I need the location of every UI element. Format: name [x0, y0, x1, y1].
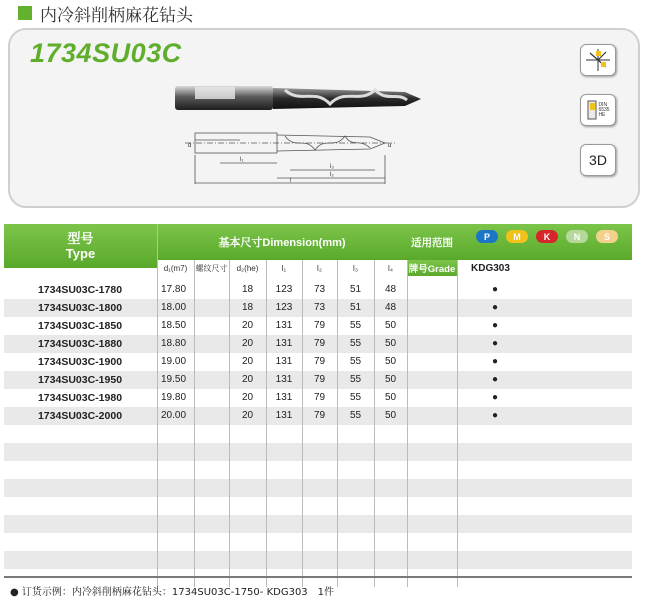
l4-cell: 50 — [384, 392, 397, 403]
l4-cell: 50 — [384, 320, 397, 331]
l2-cell: 79 — [313, 374, 326, 385]
drawing-label-l1: l₁ — [240, 157, 244, 163]
type-cell: 1734SU03C-1800 — [37, 302, 123, 314]
table-row — [4, 551, 632, 569]
table-row — [4, 497, 632, 515]
point-angle-icon — [580, 44, 616, 76]
grid-line — [374, 260, 375, 587]
thread-cell — [194, 317, 229, 335]
type-cell: 1734SU03C-1880 — [37, 338, 123, 350]
l1-cell: 131 — [275, 410, 293, 421]
column-header-1: 螺纹尺寸 — [195, 263, 228, 273]
din-6535-he-icon — [580, 94, 616, 126]
type-subheader-gap — [4, 268, 157, 276]
l3-cell: 55 — [349, 320, 362, 331]
grade-mark: ● — [492, 320, 499, 331]
thread-cell — [194, 335, 229, 353]
grade-mark: ● — [492, 392, 499, 403]
type-header-label: 型号 — [67, 231, 94, 246]
drawing-label-l3: l₃ — [330, 164, 334, 170]
l4-cell: 48 — [384, 284, 397, 295]
type-header-label-en: Type — [65, 246, 96, 261]
type-header — [4, 224, 157, 268]
l1-cell: 131 — [275, 374, 293, 385]
drawing-label-l2: l₂ — [330, 172, 334, 178]
d1-cell: 19.00 — [161, 356, 187, 367]
grade-mark: ● — [492, 338, 499, 349]
section-header — [18, 2, 193, 24]
grid-line — [302, 260, 303, 587]
l3-cell: 55 — [349, 374, 362, 385]
type-cell: 1734SU03C-1900 — [37, 356, 123, 368]
drawing-label-l: l — [290, 178, 292, 184]
grid-line — [157, 224, 158, 587]
l2-cell: 79 — [313, 410, 326, 421]
table-row — [4, 479, 632, 497]
column-header-5: l₃ — [352, 263, 359, 273]
d2-cell: 20 — [241, 392, 254, 403]
header-marker — [18, 6, 32, 20]
column-header-2: d₂(he) — [236, 263, 259, 273]
type-cell: 1734SU03C-1980 — [37, 392, 123, 404]
drawing-label-d2: d — [188, 143, 192, 149]
thread-cell — [194, 353, 229, 371]
l1-cell: 131 — [275, 338, 293, 349]
l2-cell: 79 — [313, 320, 326, 331]
d2-cell: 18 — [241, 284, 254, 295]
table-row — [4, 353, 632, 371]
grade-mark: ● — [492, 302, 499, 313]
type-cell: 1734SU03C-1780 — [37, 284, 123, 296]
material-chip-s: S — [596, 230, 618, 243]
drill-technical-drawing — [180, 128, 430, 186]
grade-header: 牌号Grade — [407, 260, 457, 276]
type-cell: 1734SU03C-2000 — [37, 410, 123, 422]
material-chip-m: M — [506, 230, 528, 243]
material-chip-k: K — [536, 230, 558, 243]
l3-cell: 51 — [349, 302, 362, 313]
din-number: 6535 — [598, 106, 610, 113]
l4-cell: 50 — [384, 338, 397, 349]
l1-cell: 123 — [275, 302, 293, 313]
column-header-4: l₂ — [317, 263, 322, 273]
table-row — [4, 389, 632, 407]
table-row — [4, 443, 632, 461]
order-example: ● 订货示例：内冷斜削柄麻花钻头：1734SU03C-1750- KDG303 1件 — [10, 587, 335, 598]
d1-cell: 18.80 — [161, 338, 187, 349]
d1-cell: 19.50 — [161, 374, 187, 385]
d1-cell: 19.80 — [161, 392, 187, 403]
d1-cell: 18.00 — [161, 302, 187, 313]
l4-cell: 50 — [384, 356, 397, 367]
l2-cell: 79 — [313, 356, 326, 367]
l3-cell: 51 — [349, 284, 362, 295]
l1-cell: 131 — [275, 356, 293, 367]
drill-photo — [175, 82, 425, 118]
column-header-0: d₁(m7) — [163, 263, 188, 273]
table-row — [4, 335, 632, 353]
grid-line — [229, 260, 230, 587]
d2-cell: 18 — [241, 302, 254, 313]
material-chip-n: N — [566, 230, 588, 243]
table-row — [4, 461, 632, 479]
l2-cell: 79 — [313, 338, 326, 349]
l2-cell: 73 — [313, 284, 326, 295]
l1-cell: 131 — [275, 392, 293, 403]
table-bottom-rule — [4, 576, 632, 578]
l3-cell: 55 — [349, 356, 362, 367]
d2-cell: 20 — [241, 338, 254, 349]
thread-cell — [194, 389, 229, 407]
table-row — [4, 299, 632, 317]
l4-cell: 48 — [384, 302, 397, 313]
l4-cell: 50 — [384, 410, 397, 421]
d2-cell: 20 — [241, 320, 254, 331]
grid-line — [194, 260, 195, 587]
column-header-6: l₄ — [387, 263, 394, 273]
material-chip-p: P — [476, 230, 498, 243]
grade-mark: ● — [492, 410, 499, 421]
grid-line — [457, 260, 458, 587]
product-card — [8, 28, 640, 208]
d2-cell: 20 — [241, 356, 254, 367]
l2-cell: 79 — [313, 392, 326, 403]
l3-cell: 55 — [349, 410, 362, 421]
type-cell: 1734SU03C-1950 — [37, 374, 123, 386]
application-header: 适用范围 — [407, 224, 457, 260]
type-cell: 1734SU03C-1850 — [37, 320, 123, 332]
din-type: HE — [598, 111, 606, 118]
l1-cell: 131 — [275, 320, 293, 331]
grade-mark: ● — [492, 284, 499, 295]
l2-cell: 73 — [313, 302, 326, 313]
table-row — [4, 317, 632, 335]
d1-cell: 17.80 — [161, 284, 187, 295]
table-row — [4, 515, 632, 533]
table-row — [4, 371, 632, 389]
d2-cell: 20 — [241, 410, 254, 421]
l1-cell: 123 — [275, 284, 293, 295]
thread-cell — [194, 281, 229, 299]
grade-mark: ● — [492, 356, 499, 367]
table-row — [4, 407, 632, 425]
table-row — [4, 281, 632, 299]
drawing-label-d1: d — [388, 143, 392, 149]
d1-cell: 18.50 — [161, 320, 187, 331]
grid-line — [407, 260, 408, 587]
3d-length-icon: 3D — [580, 144, 616, 176]
l3-cell: 55 — [349, 338, 362, 349]
grade-mark: ● — [492, 374, 499, 385]
dimension-header: 基本尺寸Dimension(mm) — [157, 224, 407, 260]
grid-line — [337, 260, 338, 587]
d2-cell: 20 — [241, 374, 254, 385]
thread-cell — [194, 407, 229, 425]
product-model: 1734SU03C — [30, 38, 182, 68]
l3-cell: 55 — [349, 392, 362, 403]
l4-cell: 50 — [384, 374, 397, 385]
thread-cell — [194, 299, 229, 317]
table-row — [4, 533, 632, 551]
grid-line — [266, 260, 267, 587]
column-header-3: l₁ — [281, 263, 287, 273]
section-title: 内冷斜削柄麻花钻头 — [40, 5, 193, 26]
thread-cell — [194, 371, 229, 389]
din-label: DIN — [598, 101, 608, 108]
d1-cell: 20.00 — [161, 410, 187, 421]
table-row — [4, 425, 632, 443]
grade-value: KDG303 — [457, 260, 632, 276]
